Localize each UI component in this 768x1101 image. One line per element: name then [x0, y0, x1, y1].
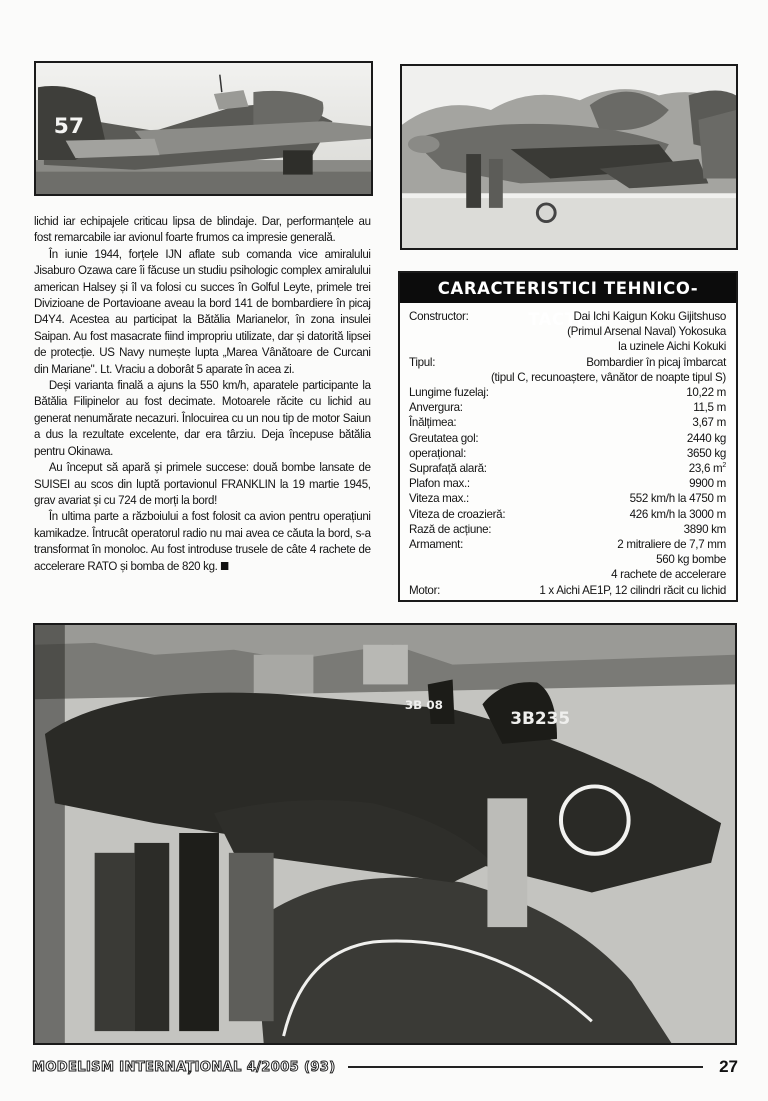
spec-label: Motor:	[409, 583, 441, 597]
spec-row-wing-area	[409, 461, 726, 476]
spec-label: Rază de acțiune:	[409, 522, 492, 536]
spec-value: 552 km/h la 4750 m	[629, 492, 726, 506]
spec-value-text: 23,6 m	[688, 462, 723, 476]
spec-label: Anvergura:	[409, 401, 463, 415]
spec-label: Lungime fuzelaj:	[409, 386, 489, 400]
end-of-article-square-icon	[221, 562, 228, 570]
article-paragraph: În iunie 1944, forțele IJN aflate sub comanda vice amiralului Jisaburo Ozawa care îi făcuse un studiu psihologic complex amiralului american Halsey și îl va folosi cu succes în Golful Leyte, primele trei Divizioane de Portavioane aveau la bord 141 de bombardiere în picaj D4Y4. Acestea au participat la Bătălia Marianelor, în zona insulei Saipan. Au fost masacrate fiind impropriu utilizate, dar și datorită lipsei de protecție. US Navy numește lupta „Marea Vânătoare de Curcani din Mariane". Lt. Vraciu a doborât 5 aparate în acea zi.	[34, 246, 371, 376]
spec-value: 9900 m	[689, 477, 726, 491]
photo-image	[402, 66, 736, 248]
spec-row-operational-weight	[409, 446, 726, 461]
spec-value: 1 x Aichi AE1P, 12 cilindri răcit cu lichid	[539, 583, 726, 597]
article-paragraph: Au început să apară și primele succese: două bombe lansate de SUISEI au scos din luptă portavionul FRANKLIN la 19 martie 1945, grav avariat și cu 724 de morți la bord!	[34, 460, 371, 507]
spec-label: Suprafață alară:	[409, 462, 487, 476]
spec-row-ceiling	[409, 476, 726, 491]
spec-label: Plafon max.:	[409, 477, 470, 491]
spec-value: Bombardier în picaj îmbarcat	[586, 355, 726, 369]
page-footer	[32, 1055, 738, 1079]
spec-value: Dai Ichi Kaigun Koku Gijitshuso	[573, 310, 726, 323]
spec-row-height	[409, 415, 726, 430]
spec-value-cont: (tipul C, recunoaștere, vânător de noapte tipul S)	[490, 370, 726, 384]
spec-row-wingspan	[409, 400, 726, 415]
footer-rule	[348, 1066, 703, 1068]
spec-row-engine	[409, 583, 726, 598]
specs-table	[400, 303, 736, 598]
spec-value: 2 mitraliere de 7,7 mm	[617, 538, 726, 552]
spec-row-length	[409, 385, 726, 400]
spec-value: 3,67 m	[692, 416, 726, 430]
spec-label: Viteza max.:	[409, 492, 469, 506]
photo-aircraft-crew-trees	[400, 64, 738, 250]
spec-value: 11,5 m	[693, 401, 726, 415]
spec-value-cont: la uzinele Aichi Kokuki	[618, 340, 726, 354]
tail-number: 3B 08	[404, 698, 443, 713]
spec-label: Constructor:	[409, 310, 469, 323]
spec-row-cruise-speed	[409, 507, 726, 522]
tail-number: 57	[53, 114, 85, 139]
spec-value: 3650 kg	[686, 446, 726, 460]
spec-label: operațional:	[409, 446, 466, 460]
spec-label: Viteza de croazieră:	[409, 507, 506, 521]
spec-value: 2440 kg	[686, 431, 726, 445]
spec-label: Înălțimea:	[409, 416, 457, 430]
spec-row-max-speed	[409, 491, 726, 506]
page-number: 27	[719, 1057, 738, 1076]
spec-row-empty-weight	[409, 431, 726, 446]
superscript: 2	[722, 462, 726, 470]
magazine-title: MODELISM INTERNAȚIONAL 4/2005 (93)	[32, 1059, 336, 1075]
specs-title: CARACTERISTICI TEHNICO-TACTICE	[400, 273, 736, 303]
spec-value: 426 km/h la 3000 m	[629, 507, 726, 521]
photo-image	[36, 63, 371, 194]
photo-image	[35, 625, 735, 1043]
spec-value: 10,22 m	[686, 386, 726, 400]
photo-aircraft-lineup-crew	[33, 623, 737, 1045]
spec-label: Armament:	[409, 538, 463, 552]
spec-row-armament	[409, 537, 726, 552]
spec-value-cont: 560 kg bombe	[656, 553, 726, 567]
spec-label: Greutatea gol:	[409, 431, 479, 445]
article-paragraph: Deși varianta finală a ajuns la 550 km/h, aparatele participante la Bătălia Filipinelor au fost decimate. Motoarele răcite cu lichid au generat nenumărate necazuri. Înlocuirea cu un nou tip de motor Saiun a dus la rezultate excelente, dar era târziu. Deja începuse bătălia pentru Okinawa.	[34, 378, 371, 458]
article-paragraph: lichid iar echipajele criticau lipsa de blindaje. Dar, performanțele au fost remarcabile iar avionul foarte frumos ca impresie generală.	[34, 214, 371, 245]
spec-value	[689, 461, 726, 476]
tail-number: 3B235	[510, 708, 571, 729]
article-paragraph-text: În ultima parte a războiului a fost folosit ca avion pentru operațiuni kamikadze. Întrucât operatorul radio nu mai avea ce căuta la bord, s-a transformat în monoloc. Au fost introduse trusele de câte 4 rachete de accelerare RATO și bomba de 820 kg.	[34, 509, 371, 573]
article-body	[34, 213, 371, 574]
spec-row-range	[409, 522, 726, 537]
photo-aircraft-57	[34, 61, 373, 196]
article-paragraph-last	[34, 508, 371, 574]
specs-box	[398, 271, 738, 602]
spec-value-cont: 4 rachete de accelerare	[611, 568, 726, 582]
spec-label: Tipul:	[409, 355, 436, 369]
spec-row-type	[409, 355, 726, 370]
spec-value: 3890 km	[683, 522, 726, 536]
spec-value-cont: (Primul Arsenal Naval) Yokosuka	[567, 325, 726, 339]
